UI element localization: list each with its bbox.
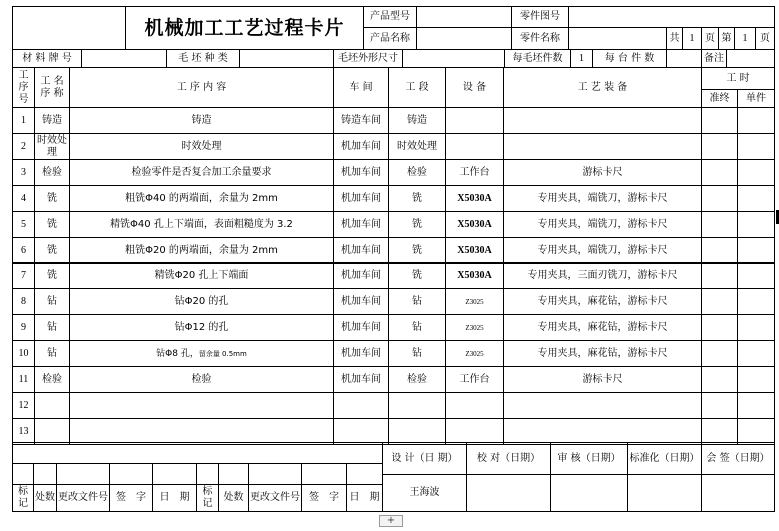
op-no-cell: 6 <box>12 237 35 264</box>
op-section-cell <box>388 418 446 445</box>
op-content-cell: 精铣Φ20 孔上下端面 <box>69 262 334 289</box>
op-tooling-cell: 专用夹具，端铣刀，游标卡尺 <box>503 237 702 264</box>
remarks-value[interactable] <box>726 49 775 68</box>
footer-date-label-2: 日 期 <box>346 484 383 512</box>
op-equipment-cell: X5030A <box>445 262 504 289</box>
part-name-value[interactable] <box>568 27 667 50</box>
parts-per-blank-value: 1 <box>570 49 593 68</box>
op-content-cell <box>69 418 334 445</box>
op-equipment-cell: X5030A <box>445 211 504 238</box>
op-content-cell: 铸造 <box>69 107 334 134</box>
page-no-unit: 页 <box>755 27 775 50</box>
footer-blank-cell <box>33 463 57 485</box>
footer-count-label-2: 处数 <box>218 484 249 512</box>
designer-name: 王海波 <box>382 474 467 512</box>
op-section-cell: 检验 <box>388 366 446 393</box>
product-name-label: 产品名称 <box>363 27 417 50</box>
footer-sign-label: 签 字 <box>109 484 153 512</box>
footer-change-doc-label: 更改文件号 <box>56 484 110 512</box>
col-header-tooling: 工 艺 装 备 <box>503 67 702 108</box>
product-model-value[interactable] <box>416 6 512 28</box>
op-equipment-cell: 工作台 <box>445 159 504 186</box>
op-workshop-cell: 机加车间 <box>333 133 389 160</box>
op-name-cell: 钻 <box>34 340 70 367</box>
footer-blank-cell <box>56 463 110 485</box>
op-section-cell: 铣 <box>388 211 446 238</box>
op-prep-time-cell[interactable] <box>701 262 738 289</box>
op-workshop-cell: 铸造车间 <box>333 107 389 134</box>
op-unit-time-cell[interactable] <box>737 159 775 186</box>
footer-blank-cell <box>196 463 219 485</box>
op-name-cell: 检验 <box>34 366 70 393</box>
card-title: 机械加工工艺过程卡片 <box>125 6 364 50</box>
op-workshop-cell <box>333 418 389 445</box>
parts-per-unit-value[interactable] <box>666 49 702 68</box>
op-section-cell: 钻 <box>388 340 446 367</box>
op-tooling-cell: 游标卡尺 <box>503 159 702 186</box>
op-workshop-cell: 机加车间 <box>333 211 389 238</box>
footer-proofread-label: 校 对（日期） <box>466 442 551 475</box>
op-name-cell: 铣 <box>34 262 70 289</box>
op-content-cell: 钻Φ12 的孔 <box>69 314 334 341</box>
op-section-cell: 检验 <box>388 159 446 186</box>
op-content-cell <box>69 340 334 367</box>
op-prep-time-cell[interactable] <box>701 340 738 367</box>
op-section-cell <box>388 392 446 419</box>
footer-mark-label: 标记 <box>12 484 34 512</box>
col-header-op-name: 工 名 序 称 <box>34 67 70 108</box>
op-prep-time-cell[interactable] <box>701 237 738 264</box>
op-name-cell: 钻 <box>34 314 70 341</box>
op-content-cell: 时效处理 <box>69 133 334 160</box>
op-workshop-cell: 机加车间 <box>333 366 389 393</box>
op-section-cell: 铸造 <box>388 107 446 134</box>
op-section-cell: 铣 <box>388 185 446 212</box>
op-tooling-cell: 专用夹具，麻花钻，游标卡尺 <box>503 314 702 341</box>
op-equipment-cell: Z3025 <box>445 314 504 341</box>
op-equipment-cell: Z3025 <box>445 340 504 367</box>
parts-per-blank-label: 每毛坯件数 <box>504 49 571 68</box>
op-unit-time-cell[interactable] <box>737 288 775 315</box>
logo-area <box>12 6 126 50</box>
part-drawing-no-value[interactable] <box>568 6 775 28</box>
op-no-cell: 4 <box>12 185 35 212</box>
part-drawing-no-label: 零件图号 <box>511 6 569 28</box>
op-section-cell: 铣 <box>388 262 446 289</box>
op-workshop-cell: 机加车间 <box>333 185 389 212</box>
op-unit-time-cell[interactable] <box>737 314 775 341</box>
total-pages-value: 1 <box>682 27 702 50</box>
op-unit-time-cell[interactable] <box>737 133 775 160</box>
proofread-signature[interactable] <box>466 474 551 512</box>
op-no-cell: 1 <box>12 107 35 134</box>
footer-blank-cell <box>152 463 197 485</box>
op-section-cell: 时效处理 <box>388 133 446 160</box>
op-content-cell: 钻Φ20 的孔 <box>69 288 334 315</box>
total-pages-label: 共 <box>666 27 683 50</box>
op-prep-time-cell[interactable] <box>701 159 738 186</box>
op-prep-time-cell[interactable] <box>701 185 738 212</box>
product-model-label: 产品型号 <box>363 6 417 28</box>
op-unit-time-cell[interactable] <box>737 262 775 289</box>
op-tooling-cell <box>503 133 702 160</box>
footer-blank-cell <box>109 463 153 485</box>
op-equipment-cell <box>445 107 504 134</box>
review-signature[interactable] <box>550 474 628 512</box>
op-prep-time-cell[interactable] <box>701 107 738 134</box>
op-equipment-cell: X5030A <box>445 185 504 212</box>
op-name-cell: 检验 <box>34 159 70 186</box>
op-name-cell: 铸造 <box>34 107 70 134</box>
op-tooling-cell: 专用夹具，麻花钻，游标卡尺 <box>503 288 702 315</box>
footer-review-label: 审 核（日期） <box>550 442 628 475</box>
op-content-cell: 检验 <box>69 366 334 393</box>
footer-sign-label-2: 签 字 <box>301 484 347 512</box>
op-section-cell: 铣 <box>388 237 446 264</box>
op-unit-time-cell[interactable] <box>737 392 775 419</box>
col-header-content: 工 序 内 容 <box>69 67 334 108</box>
op-tooling-cell: 专用夹具，端铣刀，游标卡尺 <box>503 211 702 238</box>
op-equipment-cell: Z3025 <box>445 288 504 315</box>
footer-blank-cell <box>218 463 249 485</box>
op-content-note: 留余量 0.5mm <box>198 349 247 358</box>
op-name-cell: 铣 <box>34 185 70 212</box>
part-name-label: 零件名称 <box>511 27 569 50</box>
op-prep-time-cell[interactable] <box>701 288 738 315</box>
op-prep-time-cell[interactable] <box>701 418 738 445</box>
op-equipment-cell <box>445 133 504 160</box>
op-workshop-cell: 机加车间 <box>333 262 389 289</box>
op-workshop-cell: 机加车间 <box>333 314 389 341</box>
material-grade-value[interactable] <box>81 49 167 68</box>
op-workshop-cell: 机加车间 <box>333 159 389 186</box>
op-no-cell: 3 <box>12 159 35 186</box>
footer-change-doc-label-2: 更改文件号 <box>248 484 302 512</box>
op-prep-time-cell[interactable] <box>701 133 738 160</box>
op-no-cell: 12 <box>12 392 35 419</box>
footer-mark-label-2: 标记 <box>196 484 219 512</box>
op-workshop-cell: 机加车间 <box>333 237 389 264</box>
op-name-cell <box>34 418 70 445</box>
col-header-workshop: 车 间 <box>333 67 389 108</box>
blank-type-value[interactable] <box>239 49 334 68</box>
col-header-equipment: 设 备 <box>445 67 504 108</box>
op-no-cell: 13 <box>12 418 35 445</box>
footer-count-label: 处数 <box>33 484 57 512</box>
op-name-cell: 时效处 理 <box>34 133 70 160</box>
page-no-label: 第 <box>718 27 735 50</box>
footer-countersign-label: 会 签（日期） <box>701 442 775 475</box>
op-tooling-cell <box>503 392 702 419</box>
op-name-cell: 铣 <box>34 237 70 264</box>
op-tooling-cell <box>503 418 702 445</box>
op-prep-time-cell[interactable] <box>701 366 738 393</box>
op-prep-time-cell[interactable] <box>701 392 738 419</box>
material-grade-label: 材 料 牌 号 <box>12 49 82 68</box>
op-equipment-cell <box>445 418 504 445</box>
footer-date-label: 日 期 <box>152 484 197 512</box>
op-unit-time-cell[interactable] <box>737 211 775 238</box>
op-workshop-cell <box>333 392 389 419</box>
op-no-cell: 9 <box>12 314 35 341</box>
product-name-value[interactable] <box>416 27 512 50</box>
op-equipment-cell: X5030A <box>445 237 504 264</box>
footer-blank-top <box>12 442 383 464</box>
op-content-cell <box>69 392 334 419</box>
op-equipment-cell: 工作台 <box>445 366 504 393</box>
footer-blank-cell <box>12 463 34 485</box>
op-no-cell: 8 <box>12 288 35 315</box>
op-prep-time-cell[interactable] <box>701 211 738 238</box>
op-unit-time-cell[interactable] <box>737 185 775 212</box>
op-content-cell: 粗铣Φ40 的两端面，余量为 2mm <box>69 185 334 212</box>
footer-blank-cell <box>248 463 302 485</box>
standardize-signature[interactable] <box>627 474 702 512</box>
op-workshop-cell: 机加车间 <box>333 288 389 315</box>
footer-blank-cell <box>346 463 383 485</box>
op-content-text: 钻Φ8 孔， <box>156 348 199 359</box>
col-header-unit-time: 单件 <box>737 89 775 108</box>
remarks-label: 备注 <box>701 49 727 68</box>
col-header-time: 工 时 <box>701 67 775 90</box>
op-no-cell: 10 <box>12 340 35 367</box>
op-tooling-cell: 专用夹具，麻花钻，游标卡尺 <box>503 340 702 367</box>
blank-size-label: 毛坯外形尺寸 <box>333 49 403 68</box>
footer-design-label: 设 计（日 期） <box>382 442 467 475</box>
op-section-cell: 钻 <box>388 288 446 315</box>
countersign-signature[interactable] <box>701 474 775 512</box>
op-no-cell: 2 <box>12 133 35 160</box>
blank-type-label: 毛 坯 种 类 <box>166 49 240 68</box>
op-name-cell: 钻 <box>34 288 70 315</box>
op-tooling-cell: 游标卡尺 <box>503 366 702 393</box>
add-sheet-button[interactable]: + <box>379 515 403 527</box>
footer-blank-cell <box>301 463 347 485</box>
op-no-cell: 11 <box>12 366 35 393</box>
page-no-value: 1 <box>734 27 756 50</box>
op-workshop-cell: 机加车间 <box>333 340 389 367</box>
op-prep-time-cell[interactable] <box>701 314 738 341</box>
op-content-cell: 粗铣Φ20 的两端面，余量为 2mm <box>69 237 334 264</box>
op-unit-time-cell[interactable] <box>737 340 775 367</box>
op-tooling-cell: 专用夹具，端铣刀，游标卡尺 <box>503 185 702 212</box>
op-unit-time-cell[interactable] <box>737 107 775 134</box>
op-no-cell: 5 <box>12 211 35 238</box>
op-tooling-cell <box>503 107 702 134</box>
op-content-cell: 精铣Φ40 孔上下端面，表面粗糙度为 3.2 <box>69 211 334 238</box>
total-pages-unit: 页 <box>701 27 719 50</box>
col-header-section: 工 段 <box>388 67 446 108</box>
op-tooling-cell: 专用夹具，三面刃铣刀，游标卡尺 <box>503 262 702 289</box>
blank-size-value[interactable] <box>402 49 505 68</box>
op-name-cell: 铣 <box>34 211 70 238</box>
col-header-op-no: 工 序 号 <box>12 67 35 108</box>
op-equipment-cell <box>445 392 504 419</box>
op-unit-time-cell[interactable] <box>737 418 775 445</box>
op-no-cell: 7 <box>12 262 35 289</box>
op-unit-time-cell[interactable] <box>737 366 775 393</box>
op-content-cell: 检验零件是否复合加工余量要求 <box>69 159 334 186</box>
op-name-cell <box>34 392 70 419</box>
op-unit-time-cell[interactable] <box>737 237 775 264</box>
parts-per-unit-label: 每 台 件 数 <box>592 49 667 68</box>
col-header-prep-time: 准终 <box>701 89 738 108</box>
footer-standardize-label: 标准化（日期） <box>627 442 702 475</box>
op-section-cell: 钻 <box>388 314 446 341</box>
